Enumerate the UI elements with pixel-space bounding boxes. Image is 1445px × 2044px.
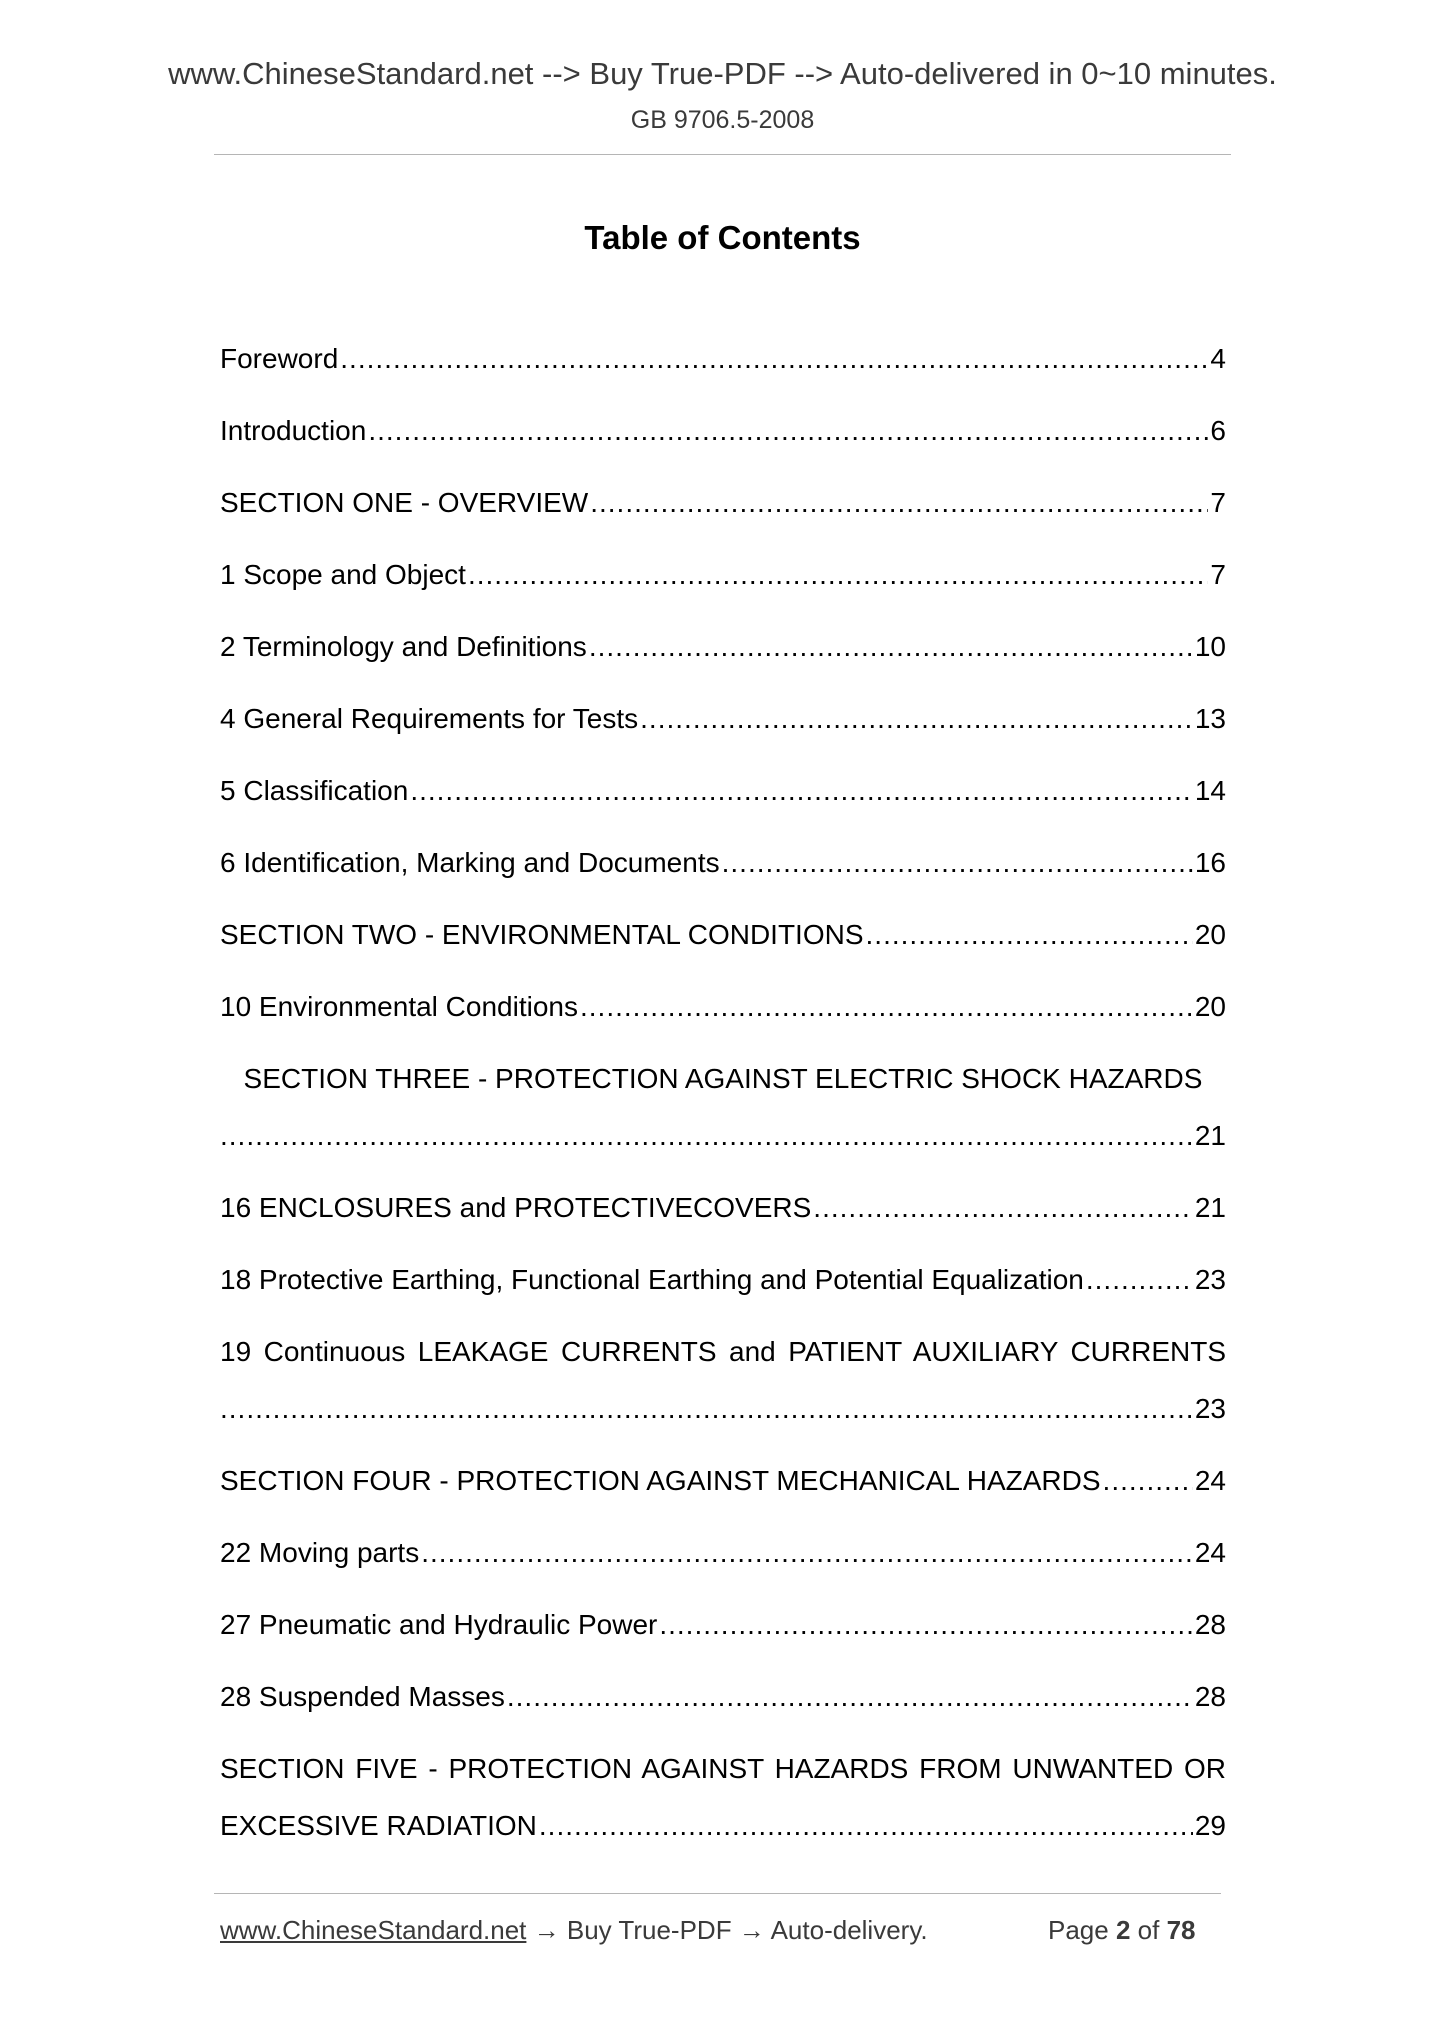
footer-site-link[interactable]: www.ChineseStandard.net [220,1915,527,1945]
toc-page-number: 20 [1194,919,1226,950]
toc-entry-foreword[interactable] [220,343,1226,375]
toc-entry-pneumatic-hydraulic[interactable] [220,1609,1226,1641]
toc-leader-dots [722,847,1193,879]
toc-leader-dots [866,919,1193,951]
toc-page-number: 16 [1194,847,1226,878]
footer-promo-text: → Buy True-PDF → Auto-delivery. [533,1915,928,1945]
toc-page-number: 4 [1210,343,1226,374]
toc-entry-title-continuation: EXCESSIVE RADIATION [220,1810,537,1841]
page-current: 2 [1115,1915,1131,1945]
toc-entry-general-requirements[interactable] [220,703,1226,735]
page-label: Page [1048,1915,1109,1945]
toc-entry-section-four[interactable] [220,1465,1226,1497]
toc-entry-identification[interactable] [220,847,1226,879]
toc-entry-title: 10 Environmental Conditions [220,991,578,1022]
toc-page-number: 29 [1194,1810,1226,1841]
toc-entry-title: SECTION TWO - ENVIRONMENTAL CONDITIONS [220,919,864,950]
page-total: 78 [1166,1915,1196,1945]
toc-entry-section-three-title[interactable]: SECTION THREE - PROTECTION AGAINST ELECTRIC SHOCK HAZARDS [243,1063,1203,1094]
toc-entry-title: 16 ENCLOSURES and PROTECTIVECOVERS [220,1192,812,1223]
toc-leader-dots [410,775,1193,807]
toc-entry-scope[interactable] [220,559,1226,591]
toc-entry-introduction[interactable] [220,415,1226,447]
toc-leader-dots [539,1810,1193,1842]
toc-page-number: 10 [1194,631,1226,662]
toc-entry-title: 22 Moving parts [220,1537,420,1568]
toc-leader-dots [590,487,1208,519]
header-promo-line: www.ChineseStandard.net --> Buy True-PDF --> Auto-delivered in 0~10 minutes. [168,56,1277,91]
toc-entry-protective-earthing[interactable] [220,1264,1226,1296]
toc-entry-title: 28 Suspended Masses [220,1681,505,1712]
toc-leader-dots [1103,1465,1193,1497]
toc-page-number: 24 [1194,1537,1226,1568]
toc-entry-section-five-continuation[interactable] [220,1810,1226,1842]
toc-entry-section-two[interactable] [220,919,1226,951]
toc-entry-title: 6 Identification, Marking and Documents [220,847,720,878]
toc-entry-title: 2 Terminology and Definitions [220,631,587,662]
toc-page-number: 7 [1210,487,1226,518]
toc-entry-terminology[interactable] [220,631,1226,663]
toc-entry-title: Introduction [220,415,367,446]
toc-leader-dots [580,991,1193,1023]
toc-leader-dots [813,1192,1193,1224]
toc-leader-dots [468,559,1208,591]
toc-page-number: 21 [1194,1192,1226,1223]
toc-entry-title: 4 General Requirements for Tests [220,703,639,734]
toc-leader-dots [220,1120,1193,1152]
toc-leader-dots [340,343,1208,375]
toc-leader-dots [368,415,1208,447]
toc-entry-title: SECTION FOUR - PROTECTION AGAINST MECHANICAL HAZARDS [220,1465,1101,1496]
toc-page-number: 24 [1194,1465,1226,1496]
toc-page-number: 28 [1194,1609,1226,1640]
toc-entry-title: 5 Classification [220,775,409,806]
page-title: Table of Contents [584,219,861,256]
toc-entry-title: 27 Pneumatic and Hydraulic Power [220,1609,658,1640]
toc-page-number: 21 [1194,1120,1226,1151]
toc-entry-environmental-conditions[interactable] [220,991,1226,1023]
toc-entry-classification[interactable] [220,775,1226,807]
toc-page-number: 14 [1194,775,1226,806]
toc-entry-title: 1 Scope and Object [220,559,466,590]
toc-page-number: 13 [1194,703,1226,734]
toc-page-number: 23 [1194,1393,1226,1424]
toc-entry-title: Foreword [220,343,339,374]
toc-entry-leakage-currents-page-line[interactable] [220,1393,1226,1425]
toc-entry-section-five-title[interactable]: SECTION FIVE - PROTECTION AGAINST HAZARDS FROM UNWANTED OR [220,1753,1226,1784]
toc-entry-section-three-page-line[interactable] [220,1120,1226,1152]
toc-page-number: 6 [1210,415,1226,446]
toc-entry-title: 18 Protective Earthing, Functional Earthing and Potential Equalization [220,1264,1084,1295]
toc-leader-dots [589,631,1193,663]
toc-page-number: 23 [1194,1264,1226,1295]
toc-leader-dots [421,1537,1193,1569]
toc-entry-moving-parts[interactable] [220,1537,1226,1569]
toc-entry-title: SECTION ONE - OVERVIEW [220,487,589,518]
standard-number: GB 9706.5-2008 [630,106,815,134]
toc-leader-dots [220,1393,1193,1425]
footer-promo [220,1914,928,1946]
toc-entry-suspended-masses[interactable] [220,1681,1226,1713]
page-of-label: of [1137,1915,1160,1945]
toc-page-number: 20 [1194,991,1226,1022]
toc-leader-dots [507,1681,1193,1713]
toc-page-number: 7 [1210,559,1226,590]
toc-entry-leakage-currents-title[interactable]: 19 Continuous LEAKAGE CURRENTS and PATIENT AUXILIARY CURRENTS [220,1336,1226,1367]
toc-entry-section-one[interactable] [220,487,1226,519]
toc-leader-dots [1086,1264,1193,1296]
toc-page-number: 28 [1194,1681,1226,1712]
toc-entry-enclosures[interactable] [220,1192,1226,1224]
toc-leader-dots [659,1609,1193,1641]
footer-divider [214,1893,1221,1894]
page-indicator [1048,1914,1196,1946]
toc-leader-dots [640,703,1193,735]
